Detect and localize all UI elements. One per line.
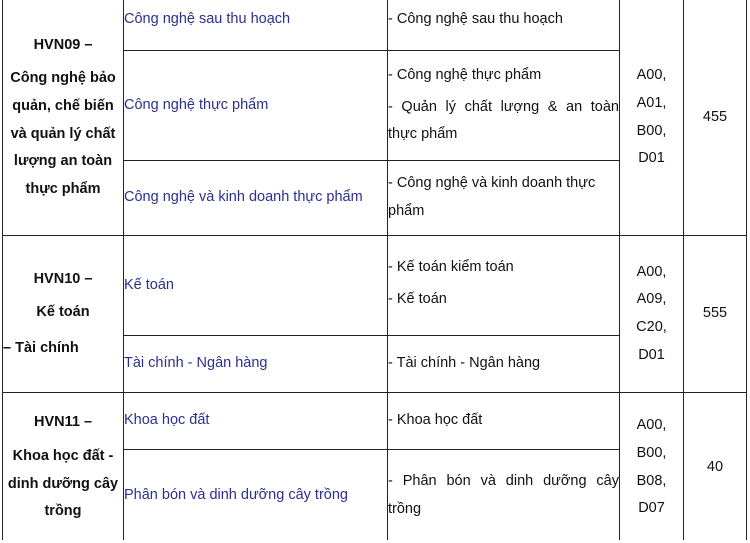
- group-name: Khoa học đất - dinh dưỡng cây trồng: [7, 447, 119, 520]
- specialization: - Kế toán: [388, 290, 447, 307]
- group-code: HVN10 –: [33, 270, 93, 287]
- group-cell-hvn10: [3, 236, 124, 393]
- quota-hvn10: 555: [684, 236, 747, 393]
- specialization: - Quản lý chất lượng & an toàn thực phẩm: [388, 98, 619, 143]
- major-name: Công nghệ và kinh doanh thực phẩm: [124, 161, 388, 236]
- group-code: HVN09 –: [33, 36, 93, 53]
- specialization-cell: [388, 393, 620, 450]
- subject-combos-hvn11: [620, 393, 684, 543]
- subject-combo: A00,: [636, 417, 667, 434]
- specialization-cell: [388, 51, 620, 161]
- table-row: [3, 0, 747, 51]
- subject-combo: A01,: [636, 94, 667, 111]
- major-name: Khoa học đất: [124, 393, 388, 450]
- specialization-cell: [388, 236, 620, 336]
- specialization: - Phân bón và dinh dưỡng cây trồng: [388, 473, 619, 517]
- specialization-cell: [388, 450, 620, 543]
- subject-combo: A09,: [636, 291, 667, 308]
- subject-combos-hvn10: [620, 236, 684, 393]
- specialization: - Công nghệ thực phẩm: [388, 67, 542, 84]
- group-cell-hvn09: [3, 0, 124, 236]
- group-code: HVN11 –: [33, 414, 93, 431]
- subject-combo: B00,: [636, 122, 667, 139]
- specialization: - Công nghệ và kinh doanh thực phẩm: [388, 175, 596, 219]
- specialization: - Kế toán kiểm toán: [388, 259, 514, 275]
- major-name: Tài chính - Ngân hàng: [124, 336, 388, 393]
- specialization-cell: [388, 161, 620, 236]
- admissions-table: [2, 0, 747, 543]
- subject-combo: A00,: [636, 263, 667, 280]
- group-name-line: – Tài chính: [3, 339, 79, 356]
- table-row: [3, 393, 747, 450]
- major-name: Công nghệ thực phẩm: [124, 51, 388, 161]
- specialization-cell: [388, 336, 620, 393]
- specialization: - Tài chính - Ngân hàng: [388, 355, 541, 372]
- specialization-cell: [388, 0, 620, 51]
- major-name: Kế toán: [124, 236, 388, 336]
- group-name-line: Kế toán: [36, 304, 90, 321]
- quota-hvn11: 40: [684, 393, 747, 543]
- table-row: [3, 236, 747, 336]
- subject-combo: C20,: [636, 319, 667, 335]
- subject-combo: A00,: [636, 67, 667, 84]
- group-cell-hvn11: [3, 393, 124, 543]
- major-name: Công nghệ sau thu hoạch: [124, 0, 388, 51]
- subject-combo: B00,: [636, 444, 667, 461]
- specialization: - Công nghệ sau thu hoạch: [388, 11, 563, 27]
- subject-combo: D01: [638, 346, 665, 363]
- quota-hvn09: 455: [684, 0, 747, 236]
- subject-combos-hvn09: [620, 0, 684, 236]
- subject-combo: B08,: [636, 472, 667, 489]
- major-name: Phân bón và dinh dưỡng cây trồng: [124, 450, 388, 543]
- subject-combo: D07: [638, 500, 665, 517]
- group-name: Công nghệ bảo quản, chế biến và quản lý chất lượng an toàn thực phẩm: [10, 70, 116, 197]
- subject-combo: D01: [638, 150, 665, 167]
- specialization: - Khoa học đất: [388, 412, 483, 429]
